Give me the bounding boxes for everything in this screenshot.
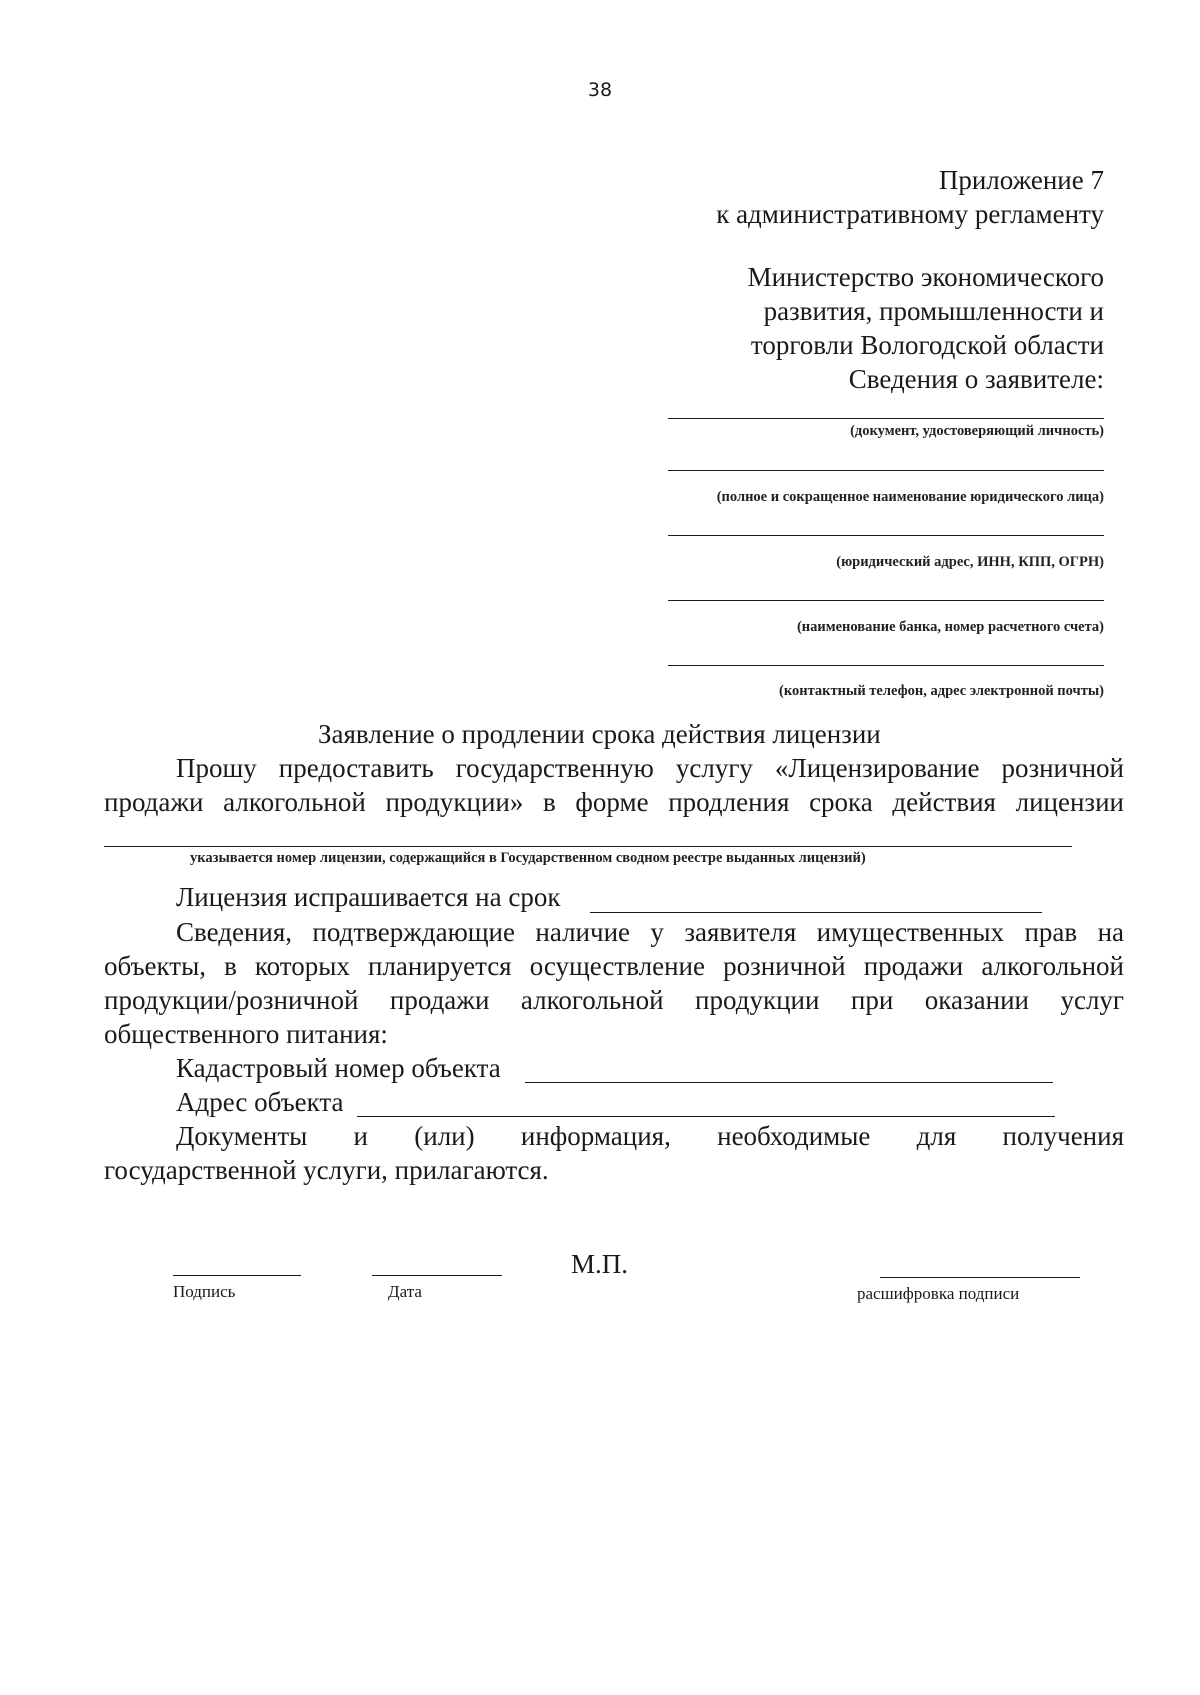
date-caption: Дата: [388, 1282, 422, 1301]
ministry-line-1: Министерство экономического: [747, 262, 1104, 292]
property-line-2: объекты, в которых планируется осуществление розничной продажи алкогольной: [104, 951, 1124, 981]
appendix-title: Приложение 7: [938, 165, 1104, 195]
signature-decoding-line[interactable]: [880, 1277, 1080, 1278]
ministry-line-3: торговли Вологодской области: [750, 330, 1104, 360]
stamp-place: М.П.: [571, 1249, 629, 1279]
documents-line-2: государственной услуги, прилагаются.: [104, 1155, 549, 1185]
ministry-line-2: развития, промышленности и: [763, 296, 1104, 326]
property-line-3: продукции/розничной продажи алкогольной продукции при оказании услуг: [104, 985, 1124, 1015]
application-title: Заявление о продлении срока действия лицензии: [318, 719, 881, 749]
request-line-2: продажи алкогольной продукции» в форме продления срока действия лицензии: [104, 787, 1124, 817]
page-number: 38: [587, 79, 613, 101]
license-number-caption: указывается номер лицензии, содержащийся в Государственном сводном реестре выданных лицензий): [190, 850, 866, 866]
license-number-line[interactable]: [104, 846, 1072, 847]
legal-entity-name-line[interactable]: [668, 470, 1104, 471]
property-line-4: общественного питания:: [104, 1019, 388, 1049]
bank-details-line[interactable]: [668, 600, 1104, 601]
cadastral-number-label: Кадастровый номер объекта: [176, 1053, 501, 1083]
legal-address-line[interactable]: [668, 535, 1104, 536]
contact-info-line[interactable]: [668, 665, 1104, 666]
cadastral-number-line[interactable]: [525, 1082, 1053, 1083]
object-address-line[interactable]: [357, 1116, 1055, 1117]
signature-line[interactable]: [173, 1275, 301, 1276]
object-address-label: Адрес объекта: [176, 1087, 344, 1117]
request-line-1: Прошу предоставить государственную услугу «Лицензирование розничной: [176, 753, 1124, 783]
appendix-subtitle: к административному регламенту: [716, 199, 1104, 229]
signature-caption: Подпись: [173, 1282, 236, 1301]
contact-info-caption: (контактный телефон, адрес электронной почты): [779, 683, 1104, 699]
term-label: Лицензия испрашивается на срок: [176, 882, 561, 912]
legal-address-caption: (юридический адрес, ИНН, КПП, ОГРН): [836, 554, 1104, 570]
identity-document-caption: (документ, удостоверяющий личность): [850, 423, 1104, 439]
bank-details-caption: (наименование банка, номер расчетного счета): [796, 619, 1104, 635]
documents-line-1: Документы и (или) информация, необходимые для получения: [176, 1121, 1124, 1151]
applicant-heading: Сведения о заявителе:: [848, 364, 1104, 394]
property-line-1: Сведения, подтверждающие наличие у заявителя имущественных прав на: [176, 917, 1124, 947]
signature-decoding-caption: расшифровка подписи: [857, 1284, 1020, 1303]
identity-document-line[interactable]: [668, 418, 1104, 419]
term-line[interactable]: [590, 912, 1042, 913]
legal-entity-name-caption: (полное и сокращенное наименование юридического лица): [716, 489, 1104, 505]
date-line[interactable]: [372, 1275, 502, 1276]
